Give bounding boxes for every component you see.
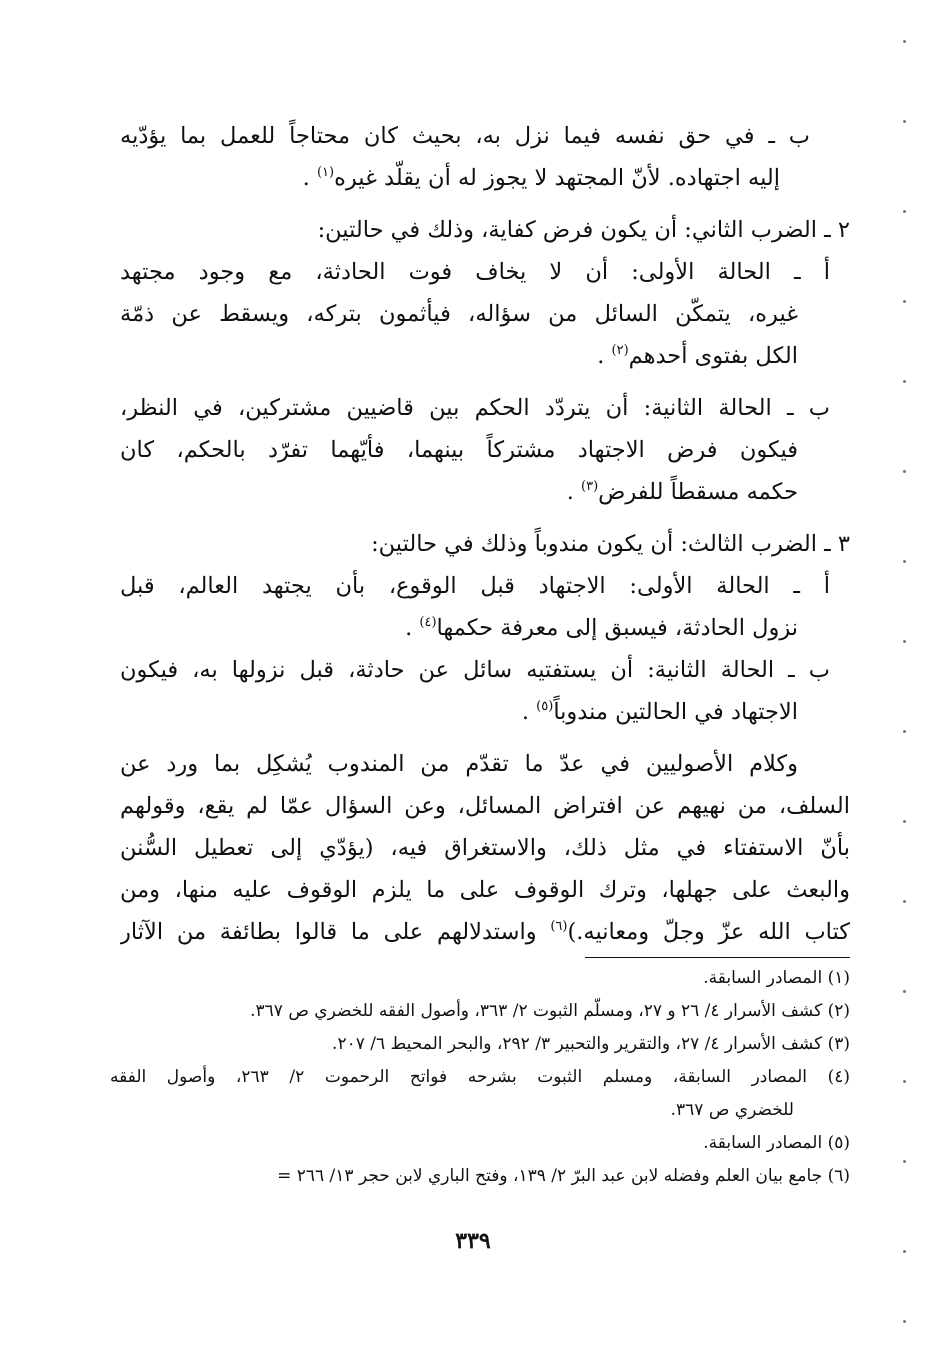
text-line: والبعث على جهلها، وترك الوقوف على ما يلزم الوقوف عليه منها، ومن bbox=[120, 877, 850, 903]
footnote-separator bbox=[585, 957, 850, 958]
main-text bbox=[120, 115, 850, 953]
text-line: بأنّ الاستفتاء في مثل ذلك، والاستغراق فيه، (يؤدّي إلى تعطيل السُّنن bbox=[120, 835, 850, 861]
text-line: أ ـ الحالة الأولى: الاجتهاد قبل الوقوع، بأن يجتهد العالم، قبل bbox=[120, 573, 830, 599]
section-heading: ٣ ـ الضرب الثالث: أن يكون مندوباً وذلك في حالتين: bbox=[371, 531, 850, 557]
footnote: (٣) كشف الأسرار ٤/ ٢٧، والتقرير والتحبير ٣/ ٢٩٢، والبحر المحيط ٦/ ٢٠٧. bbox=[332, 1034, 850, 1054]
margin-dots bbox=[903, 40, 909, 1330]
footnote-continuation: للخضري ص ٣٦٧. bbox=[670, 1100, 794, 1120]
footnote: (٥) المصادر السابقة. bbox=[703, 1133, 850, 1153]
text-line: فيكون فرض الاجتهاد مشتركاً بينهما، فأيّهما تفرّد بالحكم، كان bbox=[120, 437, 798, 463]
text-line: كتاب الله عزّ وجلّ ومعانيه.)$^{(٦)}$ واستدلالهم على ما قالوا بطائفة من الآثار bbox=[120, 919, 850, 945]
footnote: (٤) المصادر السابقة، ومسلم الثبوت بشرحه فواتح الرحموت ٢/ ٢٦٣، وأصول الفقه bbox=[110, 1067, 850, 1087]
footnote-ref: (٣) bbox=[581, 479, 599, 494]
text-line: وكلام الأصوليين في عدّ ما تقدّم من المندوب يُشكِل بما ورد عن bbox=[120, 751, 798, 777]
text-line: حكمه مسقطاً للفرض$^{(٣)}$ . bbox=[566, 479, 798, 505]
section-heading: ٢ ـ الضرب الثاني: أن يكون فرض كفاية، وذلك في حالتين: bbox=[317, 217, 850, 243]
text-line: ب ـ الحالة الثانية: أن يستفتيه سائل عن حادثة، قبل نزولها به، فيكون bbox=[120, 657, 830, 683]
text-line: أ ـ الحالة الأولى: أن لا يخاف فوت الحادثة، مع وجود مجتهد bbox=[120, 259, 830, 285]
footnote-ref: (٥) bbox=[536, 699, 554, 714]
text-line: ب ـ الحالة الثانية: أن يتردّد الحكم بين قاضيين مشتركين، في النظر، bbox=[120, 395, 830, 421]
text-line: إليه اجتهاده. لأنّ المجتهد لا يجوز له أن يقلّد غيره$^{(١)}$ . bbox=[302, 165, 780, 191]
text-line: غيره، يتمكّن السائل من سؤاله، فيأثمون بتركه، ويسقط عن ذمّة bbox=[120, 301, 798, 327]
text-line: ب ـ في حق نفسه فيما نزل به، بحيث كان محتاجاً للعمل بما يؤدّيه bbox=[120, 123, 810, 149]
text-line: الكل بفتوى أحدهم$^{(٢)}$ . bbox=[597, 343, 798, 369]
footnote: (٢) كشف الأسرار ٤/ ٢٦ و ٢٧، ومسلّم الثبوت ٢/ ٣٦٣، وأصول الفقه للخضري ص ٣٦٧. bbox=[250, 1001, 850, 1021]
footnote: (١) المصادر السابقة. bbox=[703, 968, 850, 988]
footnotes bbox=[110, 962, 850, 1193]
footnote-ref: (١) bbox=[316, 165, 335, 180]
page-number: ٣٣٩ bbox=[455, 1228, 491, 1254]
footnote-ref: (٦) bbox=[550, 919, 568, 934]
text-line: السلف، من نهيهم عن افتراض المسائل، وعن السؤال عمّا لم يقع، وقولهم bbox=[120, 793, 850, 819]
footnote: (٦) جامع بيان العلم وفضله لابن عبد البرّ ٢/ ١٣٩، وفتح الباري لابن حجر ١٣/ ٢٦٦ = bbox=[277, 1166, 850, 1186]
text-line: الاجتهاد في الحالتين مندوباً$^{(٥)}$ . bbox=[521, 699, 798, 725]
footnote-ref: (٢) bbox=[611, 343, 629, 358]
footnote-ref: (٤) bbox=[419, 615, 437, 630]
text-line: نزول الحادثة، فيسبق إلى معرفة حكمها$^{(٤)}$ . bbox=[405, 615, 798, 641]
